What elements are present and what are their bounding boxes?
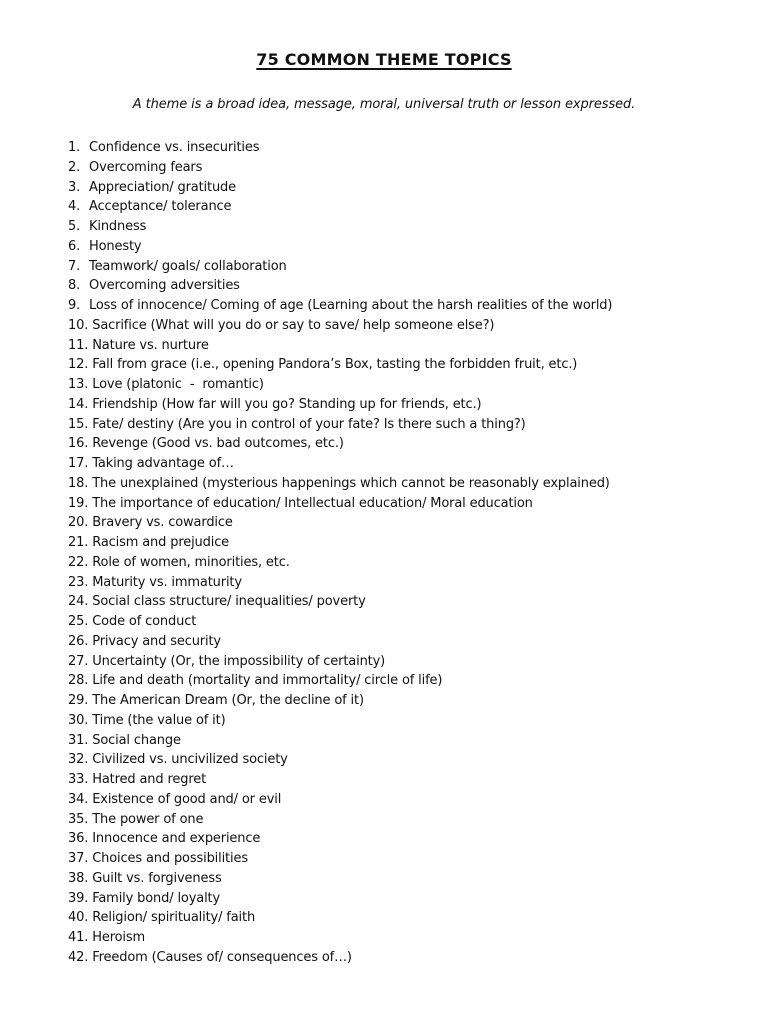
list-item-number: 5. [68,219,81,234]
list-item-text: Guilt vs. forgiveness [92,870,222,886]
list-item [68,573,612,593]
list-item [68,810,612,830]
list-item [68,197,612,217]
list-item [68,257,612,277]
page-subtitle: A theme is a broad idea, message, moral, universal truth or lesson expressed. [132,97,636,112]
list-item-number: 38. [68,870,89,886]
list-item-text: Role of women, minorities, etc. [92,554,290,570]
list-item-text: Time (the value of it) [92,712,226,728]
list-item-number: 1. [68,140,81,155]
page-title-text: 75 COMMON THEME TOPICS [256,50,512,69]
list-item-number: 16. [68,436,89,452]
list-item-text: Fall from grace (i.e., opening Pandora’s Box, tasting the forbidden fruit, etc.) [92,357,578,373]
list-item-number: 33. [68,772,89,787]
list-item [68,869,612,889]
list-item [68,632,612,652]
list-item-text: The power of one [92,811,204,827]
list-item [68,533,612,553]
page-title [0,50,768,69]
list-item [68,296,612,316]
list-item-text: Family bond/ loyalty [92,890,221,906]
list-item-number: 31. [68,732,89,748]
list-item-text: Maturity vs. immaturity [92,574,242,590]
list-item-text: Acceptance/ tolerance [89,199,232,215]
list-item-text: Hatred and regret [92,772,207,787]
list-item-text: Bravery vs. cowardice [92,515,233,531]
list-item-text: Friendship (How far will you go? Standing up for friends, etc.) [92,396,482,412]
list-item [68,375,612,395]
list-item-text: Heroism [92,930,146,945]
list-item-number: 2. [68,159,81,175]
list-item-number: 34. [68,791,89,807]
list-item-text: Racism and prejudice [92,535,230,550]
list-item [68,494,612,514]
list-item [68,592,612,612]
list-item-number: 30. [68,712,89,728]
list-item-text: Confidence vs. insecurities [89,140,260,155]
list-item-number: 20. [68,515,89,531]
list-item [68,138,612,158]
list-item [68,731,612,751]
list-item-number: 12. [68,357,89,373]
list-item-text: Privacy and security [92,633,221,649]
list-item [68,454,612,474]
list-item [68,829,612,849]
list-item-number: 40. [68,910,89,926]
list-item-text: Revenge (Good vs. bad outcomes, etc.) [92,436,344,452]
list-item-text: Religion/ spirituality/ faith [92,910,256,926]
list-item [68,750,612,770]
list-item-number: 37. [68,851,89,866]
list-item-number: 36. [68,831,89,847]
list-item-number: 42. [68,949,89,965]
list-item [68,671,612,691]
list-item-number: 10. [68,317,89,333]
list-item-text: Honesty [89,238,142,254]
list-item-text: The American Dream (Or, the decline of it) [92,693,364,708]
list-item [68,908,612,928]
list-item [68,276,612,296]
list-item-number: 13. [68,377,89,392]
list-item [68,336,612,356]
list-item-text: Innocence and experience [92,831,261,847]
list-item-text: The unexplained (mysterious happenings which cannot be reasonably explained) [92,475,610,491]
list-item-text: Sacrifice (What will you do or say to save/ help someone else?) [92,317,495,333]
list-item-text: Social change [92,732,181,748]
list-item-number: 25. [68,614,89,629]
list-item [68,316,612,336]
list-item [68,474,612,494]
list-item [68,355,612,375]
list-item-text: Fate/ destiny (Are you in control of your fate? Is there such a thing?) [92,416,526,432]
list-item-text: Social class structure/ inequalities/ poverty [92,594,366,610]
list-item-number: 35. [68,811,89,827]
list-item-number: 8. [68,278,81,294]
list-item [68,415,612,435]
list-item-number: 28. [68,673,89,689]
list-item [68,158,612,178]
list-item-number: 26. [68,633,89,649]
list-item [68,711,612,731]
list-item-number: 32. [68,752,89,768]
list-item [68,237,612,257]
list-item-number: 23. [68,574,89,590]
list-item-number: 15. [68,416,89,432]
list-item-number: 39. [68,890,89,906]
list-item-text: Kindness [89,219,147,234]
list-item-number: 21. [68,535,89,550]
list-item-number: 18. [68,475,89,491]
list-item-number: 9. [68,298,81,313]
list-item [68,790,612,810]
list-item-text: Civilized vs. uncivilized society [92,752,288,768]
list-item-number: 3. [68,179,81,195]
list-item-text: Teamwork/ goals/ collaboration [89,258,287,274]
list-item-number: 17. [68,456,89,471]
list-item-number: 14. [68,396,89,412]
list-item-text: Nature vs. nurture [92,337,209,353]
list-item-text: Appreciation/ gratitude [89,179,237,195]
list-item-text: Taking advantage of… [92,456,234,471]
list-item [68,217,612,237]
list-item-text: Existence of good and/ or evil [92,791,282,807]
list-item [68,849,612,869]
list-item [68,691,612,711]
list-item [68,770,612,790]
list-item [68,928,612,948]
list-item-text: Code of conduct [92,614,197,629]
list-item [68,178,612,198]
list-item-number: 22. [68,554,89,570]
list-item [68,652,612,672]
list-item-text: Overcoming adversities [89,278,240,294]
list-item-text: Life and death (mortality and immortality/ circle of life) [92,673,443,689]
list-item-text: Uncertainty (Or, the impossibility of certainty) [92,653,386,669]
list-item-text: The importance of education/ Intellectual education/ Moral education [92,495,533,511]
list-item-number: 11. [68,337,89,353]
list-item [68,889,612,909]
list-item-number: 19. [68,495,89,511]
list-item-number: 4. [68,199,81,215]
list-item-number: 24. [68,594,89,610]
list-item-text: Freedom (Causes of/ consequences of…) [92,949,352,965]
list-item [68,553,612,573]
list-item-number: 7. [68,258,81,274]
list-item-text: Choices and possibilities [92,851,248,866]
list-item-text: Overcoming fears [89,159,203,175]
list-item [68,612,612,632]
list-item [68,948,612,968]
list-item-number: 6. [68,238,81,254]
theme-list [68,138,612,968]
list-item [68,395,612,415]
list-item [68,513,612,533]
list-item-number: 27. [68,653,89,669]
list-item-number: 29. [68,693,89,708]
list-item-number: 41. [68,930,89,945]
list-item-text: Love (platonic - romantic) [92,377,264,392]
list-item-text: Loss of innocence/ Coming of age (Learning about the harsh realities of the world) [89,298,613,313]
list-item [68,434,612,454]
